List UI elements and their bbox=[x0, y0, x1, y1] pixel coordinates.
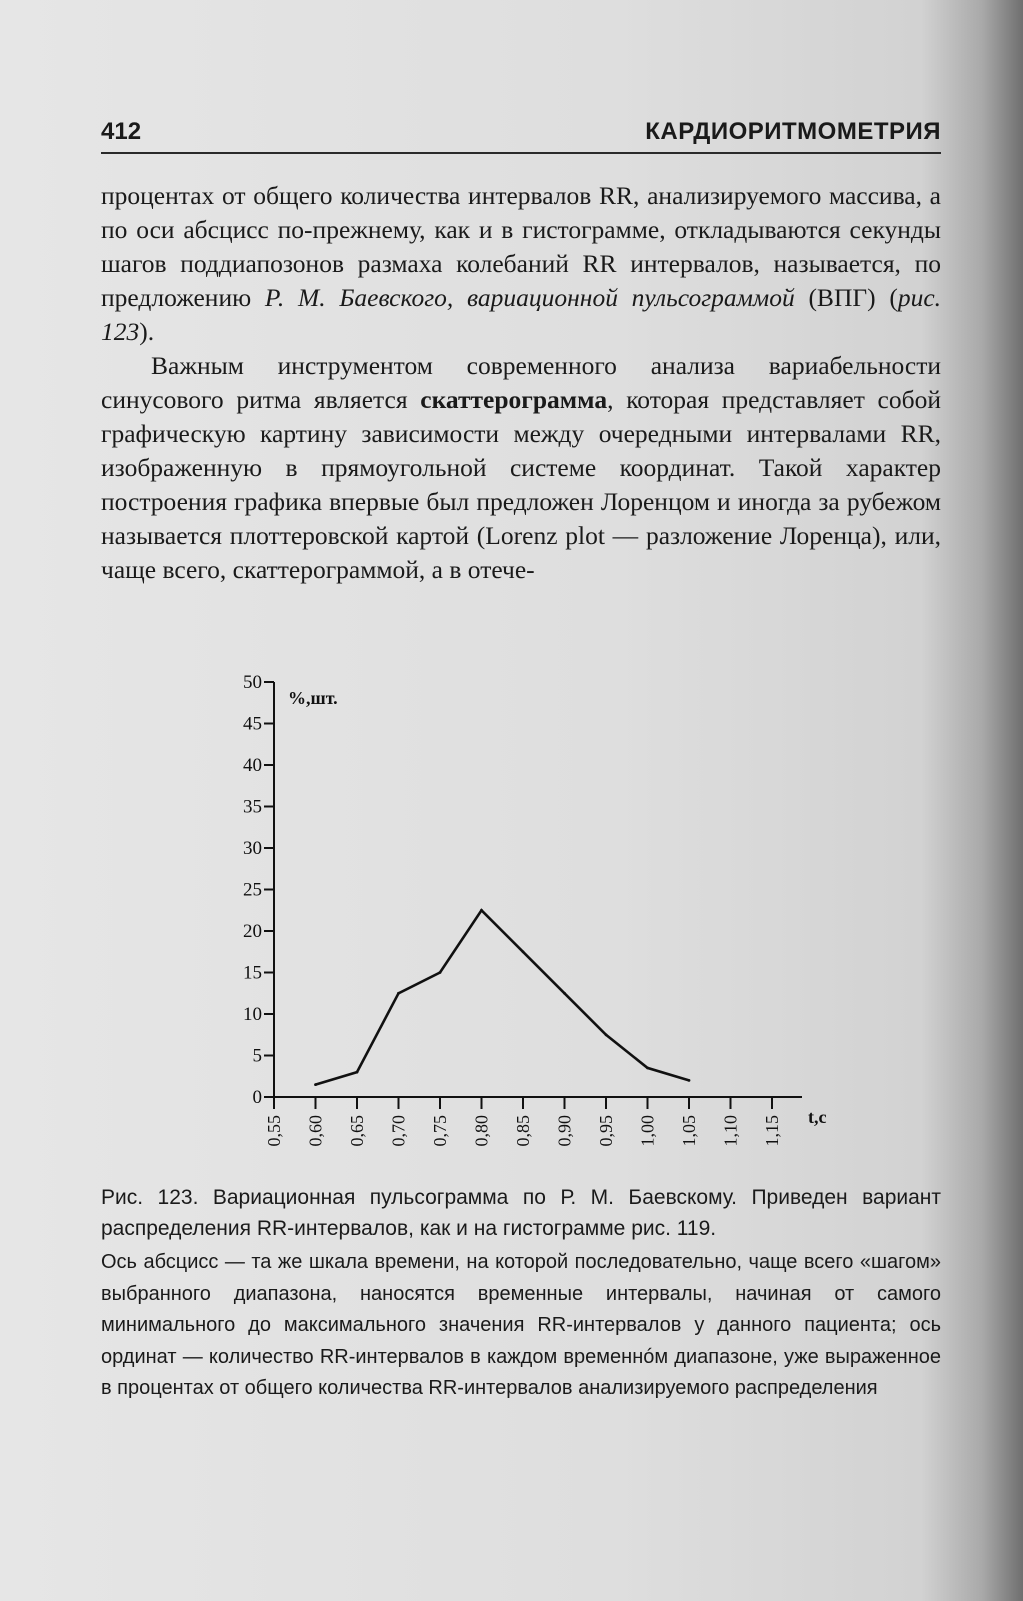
data-point bbox=[439, 971, 442, 974]
paragraph-1 bbox=[101, 179, 941, 349]
x-tick-label: 0,90 bbox=[554, 1115, 575, 1147]
paragraph-2-rest: , которая представляет собой графическую картину зависимости между очередными интервалами RR, изображенную в прямоугольной системе координат. Такой характер построения графика впервые был предложен Лоренцом и иногда за рубежом называется плоттеровской картой (Lorenz plot — разложение Лоренца), или, чаще всего, скаттерограммой, а в отече- bbox=[101, 385, 941, 584]
x-tick-label: 1,15 bbox=[762, 1115, 782, 1147]
data-point bbox=[480, 909, 483, 912]
y-tick-label: 25 bbox=[243, 879, 262, 901]
figure-reference: рис. 123 bbox=[101, 283, 942, 346]
data-point bbox=[522, 950, 525, 953]
paragraph-2-lead: Важным инструментом современного анализа вариабельности синусового ритма является bbox=[101, 351, 941, 414]
x-tick-label: 0,95 bbox=[596, 1115, 616, 1147]
y-tick-label: 50 bbox=[243, 672, 262, 693]
paragraph-2-bold-term: скаттерограмма bbox=[420, 385, 608, 414]
y-tick-label: 20 bbox=[243, 921, 262, 942]
x-tick-label: 0,75 bbox=[430, 1115, 450, 1147]
x-tick-label: 1,05 bbox=[679, 1115, 699, 1147]
y-tick-label: 40 bbox=[243, 755, 262, 776]
x-tick-label: 1,10 bbox=[720, 1115, 741, 1147]
data-point bbox=[314, 1083, 317, 1086]
y-tick-label: 5 bbox=[252, 1045, 262, 1067]
y-axis-label: %,шт. bbox=[288, 688, 338, 708]
page-header bbox=[101, 112, 941, 154]
data-point bbox=[563, 992, 566, 995]
caption-note: Ось абсцисс — та же шкала времени, на которой последовательно, чаще всего «шагом» выбранного диапазона, наносятся временные интервалы, начиная от самого минимального до максимального значения RR-интервалов у данного пациента; ось ординат — количество RR-интервалов в каждом временнóм диапазоне, уже выраженное в процентах от общего количества RR-интервалов анализируемого распределения bbox=[101, 1251, 941, 1399]
x-tick-label: 0,80 bbox=[471, 1115, 492, 1147]
data-point bbox=[397, 992, 400, 995]
data-point bbox=[646, 1067, 649, 1070]
data-point bbox=[356, 1071, 359, 1074]
y-tick-label: 30 bbox=[243, 838, 262, 859]
running-title: КАРДИОРИТМОМЕТРИЯ bbox=[645, 118, 941, 145]
x-tick-label: 0,70 bbox=[388, 1115, 409, 1147]
body-text bbox=[101, 179, 941, 587]
y-tick-label: 15 bbox=[243, 962, 262, 984]
data-point bbox=[605, 1033, 608, 1036]
figure-caption bbox=[101, 1182, 941, 1405]
y-tick-label: 35 bbox=[243, 796, 262, 818]
x-tick-label: 1,00 bbox=[637, 1115, 658, 1147]
data-point bbox=[688, 1079, 691, 1082]
y-tick-label: 0 bbox=[252, 1087, 262, 1108]
x-tick-label: 0,60 bbox=[305, 1115, 326, 1147]
paragraph-1-mid: (ВПГ) ( bbox=[794, 283, 898, 312]
x-tick-label: 0,85 bbox=[513, 1115, 533, 1147]
series-line bbox=[316, 910, 690, 1084]
x-tick-label: 0,55 bbox=[264, 1115, 284, 1147]
paragraph-1-end: ). bbox=[139, 317, 155, 346]
y-tick-label: 45 bbox=[243, 713, 262, 735]
y-tick-label: 10 bbox=[243, 1004, 262, 1025]
paragraph-1-lead: процентах от общего количества интервалов RR, анализируемого массива, а по оси абсцисс по-прежнему, как и в гистограмме, откладываются секунды шагов поддиапозонов размаха колебаний RR интервалов, называется, по предложению bbox=[101, 181, 941, 312]
variation-pulsogram-chart bbox=[200, 672, 880, 1172]
page-number: 412 bbox=[101, 118, 142, 145]
caption-label: Рис. 123. Вариационная пульсограмма по Р. М. Баевскому. Приведен вариант распределения RR-интервалов, как и на гистограмме рис. 119. bbox=[101, 1186, 941, 1240]
x-tick-label: 0,65 bbox=[347, 1115, 367, 1147]
paragraph-2 bbox=[101, 349, 941, 587]
paragraph-1-italic: Р. М. Баевского, вариационной пульсограммой bbox=[264, 283, 795, 312]
x-axis-label: t,c bbox=[808, 1107, 827, 1127]
chart-svg bbox=[200, 672, 880, 1172]
